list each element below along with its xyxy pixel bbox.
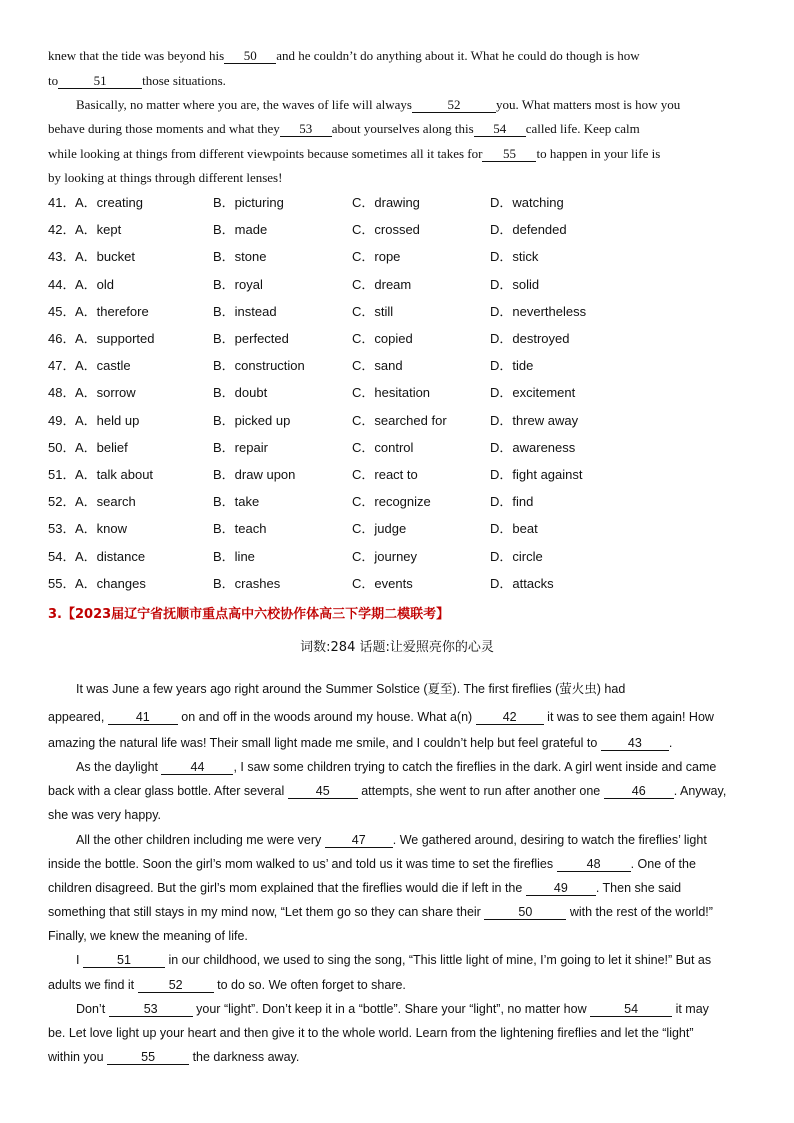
- section-subtitle: 词数:284 话题:让爱照亮你的心灵: [300, 640, 494, 655]
- text: with the rest of the world!”: [569, 905, 713, 919]
- option-c: C．still: [352, 303, 394, 319]
- passage2-line: [48, 904, 713, 920]
- question-number: 50．: [48, 439, 76, 455]
- passage2-line: [48, 783, 726, 799]
- option-b: B．repair: [213, 439, 268, 455]
- question-number: 49．: [48, 412, 76, 428]
- option-a: A．know: [75, 521, 128, 537]
- blank-51: 51: [58, 74, 142, 89]
- blank-55: 55: [107, 1050, 189, 1065]
- text: on and off in the woods around my house. What a(n): [181, 710, 473, 724]
- option-c: C．events: [352, 575, 413, 591]
- text: to happen in your life is: [536, 146, 661, 161]
- blank-42: 42: [476, 710, 544, 725]
- question-number: 53．: [48, 521, 76, 537]
- blank-53: 53: [109, 1002, 193, 1017]
- option-d: D．find: [490, 494, 534, 510]
- passage2-line: [76, 759, 716, 775]
- passage2-line: [48, 977, 406, 993]
- text: it may: [675, 1002, 709, 1016]
- option-a: A．supported: [75, 331, 155, 346]
- option-c: C．hesitation: [352, 385, 431, 401]
- question-number: 54．: [48, 548, 76, 564]
- blank-54: 54: [474, 122, 526, 137]
- passage1-line: [76, 97, 680, 113]
- text: adults we find it: [48, 978, 135, 992]
- passage1-line: [48, 121, 640, 137]
- text: Don’t: [76, 1002, 106, 1016]
- blank-48: 48: [557, 857, 631, 872]
- option-b: B．picturing: [213, 195, 284, 210]
- question-number: 47．: [48, 358, 76, 374]
- blank-50: 50: [224, 49, 276, 64]
- blank-44: 44: [161, 760, 233, 775]
- passage2-line: It was June a few years ago right around the Summer Solstice (夏至). The first fireflies (萤火虫) had: [76, 682, 626, 696]
- option-b: B．stone: [213, 249, 267, 265]
- text: something that still stays in my mind now, “Let them go so they can share their: [48, 905, 481, 919]
- question-number: 41．: [48, 195, 76, 210]
- passage2-line: [48, 709, 714, 725]
- text: . One of the: [630, 857, 696, 871]
- blank-55: 55: [482, 147, 536, 162]
- text: those situations.: [142, 73, 226, 88]
- text: inside the bottle. Soon the girl’s mom walked to us’ and told us it was time to set the fireflies: [48, 857, 554, 871]
- option-a: A．old: [75, 276, 115, 292]
- text: about yourselves along this: [331, 121, 474, 136]
- option-d: D．nevertheless: [490, 303, 587, 319]
- blank-45: 45: [288, 784, 358, 799]
- option-c: C．judge: [352, 521, 407, 537]
- text: knew that the tide was beyond his: [48, 48, 225, 63]
- passage2-line: [48, 880, 681, 896]
- blank-54: 54: [590, 1002, 672, 1017]
- option-c: C．react to: [352, 467, 418, 482]
- blank-52: 52: [412, 98, 496, 113]
- option-c: C．crossed: [352, 222, 420, 238]
- option-a: A．search: [75, 494, 136, 510]
- option-d: D．destroyed: [490, 331, 570, 346]
- option-d: D．circle: [490, 548, 543, 564]
- question-number: 42．: [48, 222, 76, 238]
- text: and he couldn’t do anything about it. What he could do though is how: [276, 48, 640, 63]
- text: amazing the natural life was! Their small light made me smile, and I couldn’t help but feel grateful to: [48, 736, 598, 750]
- text: . Then she said: [595, 881, 682, 895]
- text: the darkness away.: [192, 1050, 300, 1064]
- option-d: D．beat: [490, 521, 538, 537]
- blank-47: 47: [325, 833, 393, 848]
- option-a: A．creating: [75, 195, 143, 210]
- passage2-line: she was very happy.: [48, 808, 162, 822]
- option-b: B．picked up: [213, 412, 291, 428]
- option-a: A．sorrow: [75, 385, 136, 401]
- text: back with a clear glass bottle. After several: [48, 784, 285, 798]
- text: attempts, she went to run after another one: [361, 784, 601, 798]
- option-c: C．drawing: [352, 195, 420, 210]
- option-d: D．stick: [490, 249, 539, 265]
- question-number: 45．: [48, 303, 76, 319]
- option-d: D．fight against: [490, 467, 583, 482]
- passage1-line: [48, 73, 226, 89]
- option-b: B．line: [213, 548, 255, 564]
- option-a: A．held up: [75, 412, 140, 428]
- text: your “light”. Don’t keep it in a “bottle”. Share your “light”, no matter how: [196, 1002, 587, 1016]
- option-c: C．control: [352, 439, 414, 455]
- blank-50: 50: [484, 905, 566, 920]
- option-b: B．teach: [213, 521, 267, 537]
- option-c: C．dream: [352, 276, 412, 292]
- option-a: A．kept: [75, 222, 122, 238]
- option-b: B．instead: [213, 303, 277, 319]
- text: in our childhood, we used to sing the song, “This little light of mine, I’m going to let it shine!” But as: [168, 953, 712, 967]
- text: you. What matters most is how you: [495, 97, 681, 112]
- option-a: A．therefore: [75, 303, 149, 319]
- option-d: D．tide: [490, 358, 534, 374]
- question-number: 43．: [48, 249, 76, 265]
- option-d: D．defended: [490, 222, 567, 238]
- passage2-line: be. Let love light up your heart and then give it to the whole world. Learn from the lightening fireflies and let the “light”: [48, 1026, 694, 1040]
- text: Basically, no matter where you are, the waves of life will always: [76, 97, 412, 112]
- passage2-line: [76, 952, 711, 968]
- passage1-line: [48, 146, 660, 162]
- option-d: D．threw away: [490, 412, 579, 428]
- option-a: A．castle: [75, 358, 131, 374]
- text: . We gathered around, desiring to watch the fireflies’ light: [392, 833, 707, 847]
- option-a: A．talk about: [75, 467, 154, 482]
- text: , I saw some children trying to catch the fireflies in the dark. A girl went inside and came: [233, 760, 717, 774]
- text: behave during those moments and what they: [48, 121, 280, 136]
- option-b: B．perfected: [213, 331, 289, 346]
- text: within you: [48, 1050, 104, 1064]
- option-d: D．attacks: [490, 575, 554, 591]
- option-a: A．changes: [75, 575, 146, 591]
- blank-43: 43: [601, 736, 669, 751]
- blank-52: 52: [138, 978, 214, 993]
- text: to do so. We often forget to share.: [217, 978, 406, 992]
- text: I: [76, 953, 80, 967]
- text: . Anyway,: [673, 784, 727, 798]
- option-b: B．doubt: [213, 385, 268, 401]
- section-title: 3.【2023届辽宁省抚顺市重点高中六校协作体高三下学期二模联考】: [48, 607, 450, 622]
- option-b: B．draw upon: [213, 467, 296, 482]
- passage2-line: [48, 1049, 299, 1065]
- text: it was to see them again! How: [547, 710, 714, 724]
- option-c: C．searched for: [352, 412, 447, 428]
- text: children disagreed. But the girl’s mom explained that the fireflies would die if left in the: [48, 881, 523, 895]
- question-number: 52．: [48, 494, 76, 510]
- option-d: D．solid: [490, 276, 540, 292]
- option-c: C．rope: [352, 249, 401, 265]
- question-number: 51．: [48, 467, 76, 482]
- passage2-line: [48, 856, 696, 872]
- option-a: A．distance: [75, 548, 146, 564]
- text: All the other children including me were very: [76, 833, 322, 847]
- question-number: 44．: [48, 276, 76, 292]
- blank-46: 46: [604, 784, 674, 799]
- text: called life. Keep calm: [525, 121, 640, 136]
- option-b: B．crashes: [213, 575, 281, 591]
- option-d: D．excitement: [490, 385, 576, 401]
- question-number: 46．: [48, 331, 76, 346]
- text: As the daylight: [76, 760, 158, 774]
- passage1-line: [48, 48, 640, 64]
- text: while looking at things from different viewpoints because sometimes all it takes for: [48, 146, 483, 161]
- passage1-line: by looking at things through different lenses!: [48, 170, 283, 185]
- text: to: [48, 73, 59, 88]
- option-d: D．awareness: [490, 439, 576, 455]
- passage2-line: [76, 1001, 709, 1017]
- blank-53: 53: [280, 122, 332, 137]
- option-a: A．belief: [75, 439, 128, 455]
- blank-41: 41: [108, 710, 178, 725]
- option-b: B．royal: [213, 276, 263, 292]
- option-c: C．sand: [352, 358, 403, 374]
- option-c: C．journey: [352, 548, 418, 564]
- option-c: C．recognize: [352, 494, 431, 510]
- text: .: [668, 736, 673, 750]
- blank-51: 51: [83, 953, 165, 968]
- option-b: B．made: [213, 222, 268, 238]
- question-number: 48．: [48, 385, 76, 401]
- option-b: B．construction: [213, 358, 305, 374]
- question-number: 55．: [48, 575, 76, 591]
- option-c: C．copied: [352, 331, 413, 346]
- text: appeared,: [48, 710, 105, 724]
- option-a: A．bucket: [75, 249, 135, 265]
- option-b: B．take: [213, 494, 260, 510]
- option-d: D．watching: [490, 195, 564, 210]
- passage2-line: [76, 832, 707, 848]
- passage2-line: [48, 735, 672, 751]
- passage2-line: Finally, we knew the meaning of life.: [48, 929, 248, 943]
- blank-49: 49: [526, 881, 596, 896]
